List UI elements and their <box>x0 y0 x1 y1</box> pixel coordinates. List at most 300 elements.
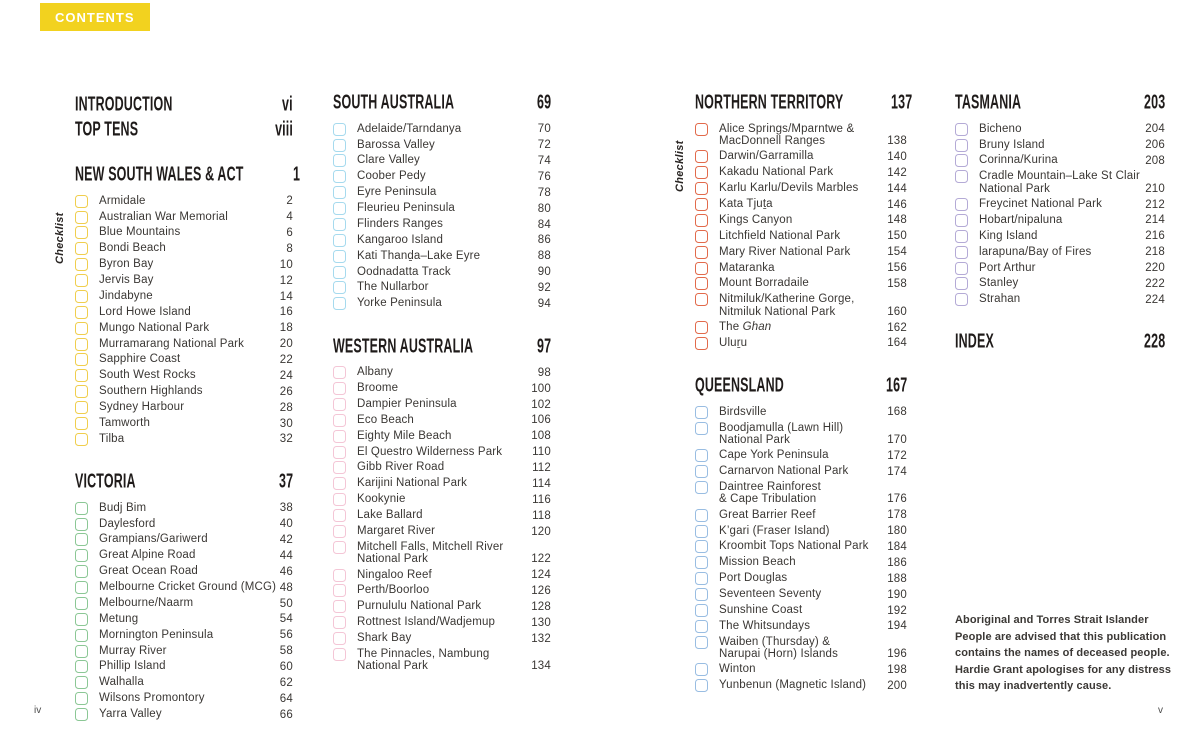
toc-item-label: Stanley <box>979 277 1019 290</box>
section-title: QUEENSLAND <box>695 375 784 397</box>
toc-item-page-number: 168 <box>887 406 907 419</box>
section-title: WESTERN AUSTRALIA <box>333 335 474 358</box>
toc-item-label: Mount Borradaile <box>719 277 809 290</box>
checkbox-icon <box>955 170 968 183</box>
toc-item <box>333 169 551 185</box>
toc-item <box>75 500 293 516</box>
checkbox-icon <box>695 337 708 350</box>
toc-item-label: Birdsville <box>719 405 767 418</box>
toc-item-page-number: 50 <box>279 597 293 610</box>
toc-item <box>75 627 293 643</box>
checkbox-icon <box>333 477 346 490</box>
toc-item-label: Jervis Bay <box>99 274 154 287</box>
toc-item-page-number: 206 <box>1145 139 1165 152</box>
toc-item <box>695 212 907 228</box>
toc-item <box>333 248 551 264</box>
checkbox-icon <box>75 322 88 335</box>
checkbox-icon <box>75 645 88 658</box>
toc-item-page-number: 112 <box>532 462 551 475</box>
checkbox-icon <box>333 139 346 152</box>
toc-item-page-number: 40 <box>279 518 293 531</box>
checkbox-icon <box>75 518 88 531</box>
toc-item-page-number: 22 <box>279 354 293 367</box>
toc-item <box>333 185 551 201</box>
checkbox-icon <box>695 620 708 633</box>
section-queensland <box>695 375 907 693</box>
column-1 <box>54 94 301 722</box>
toc-item-page-number: 106 <box>531 414 551 427</box>
toc-item-label: Bondi Beach <box>99 242 166 255</box>
toc-item-label: Metung <box>99 612 139 625</box>
toc-item <box>695 121 907 149</box>
toc-item-page-number: 2 <box>286 195 293 208</box>
toc-item-page-number: 118 <box>532 509 551 522</box>
toc-item-label: The Whitsundays <box>719 619 811 632</box>
index-heading <box>955 331 1165 353</box>
toc-item-label: Yunbenun (Magnetic Island) <box>719 679 867 692</box>
toc-item <box>695 196 907 212</box>
toc-item-label: Alice Springs/Mparntwe & MacDonnell Ranges <box>719 122 855 148</box>
toc-item <box>955 137 1165 153</box>
toc-item-label: Litchfield National Park <box>719 229 841 242</box>
checkbox-icon <box>695 636 708 649</box>
toc-item <box>695 165 907 181</box>
toc-item-label: Murray River <box>99 644 167 657</box>
toc-item-label: Tamworth <box>99 416 151 429</box>
toc-item-page-number: 200 <box>887 679 907 692</box>
toc-item-label: Purnululu National Park <box>357 600 482 613</box>
toc-item-page-number: 116 <box>532 493 551 506</box>
toc-item-page-number: 30 <box>279 417 293 430</box>
toc-item-label: Port Arthur <box>979 261 1036 274</box>
toc-item-page-number: 140 <box>887 150 907 163</box>
toc-item-label: Kings Canyon <box>719 213 793 226</box>
checkbox-icon <box>333 123 346 136</box>
toc-item-page-number: 100 <box>531 382 551 395</box>
toc-item-label: Flinders Ranges <box>357 217 443 230</box>
toc-item-label: King Island <box>979 229 1038 242</box>
checkbox-icon <box>75 565 88 578</box>
toc-item-page-number: 156 <box>887 262 907 275</box>
toc-item <box>695 448 907 464</box>
toc-item <box>695 479 907 507</box>
toc-item-page-number: 10 <box>279 258 293 271</box>
toc-item-page-number: 74 <box>537 155 551 168</box>
toc-item-page-number: 38 <box>279 502 293 515</box>
toc-item-label: Melbourne/Naarm <box>99 596 194 609</box>
toc-item-label: Boodjamulla (Lawn Hill) National Park <box>719 421 844 446</box>
section-heading <box>695 375 907 397</box>
toc-item <box>695 602 907 618</box>
section-title: NORTHERN TERRITORY <box>695 92 844 114</box>
toc-item-label: Fleurieu Peninsula <box>357 202 455 215</box>
checkbox-icon <box>695 214 708 227</box>
toc-item <box>333 444 551 460</box>
toc-item-page-number: 214 <box>1145 214 1165 227</box>
toc-item <box>333 492 551 508</box>
front-matter-page: vi <box>282 94 293 116</box>
toc-item <box>695 244 907 260</box>
section-heading <box>955 92 1165 114</box>
checkbox-icon <box>695 540 708 553</box>
toc-item <box>75 336 293 352</box>
toc-item-page-number: 94 <box>537 297 551 310</box>
toc-item-label: Wilsons Promontory <box>99 692 205 705</box>
section-northern-territory <box>674 92 913 351</box>
toc-item-page-number: 134 <box>531 660 551 673</box>
toc-item-page-number: 154 <box>887 246 907 259</box>
checkbox-icon <box>333 297 346 310</box>
toc-item <box>75 288 293 304</box>
toc-item-label: Karijini National Park <box>357 477 468 490</box>
toc-item-label: Ningaloo Reef <box>357 568 432 581</box>
toc-item-page-number: 18 <box>279 322 293 335</box>
toc-item <box>333 137 551 153</box>
toc-item-page-number: 198 <box>887 663 907 676</box>
checkbox-icon <box>75 195 88 208</box>
section-page-number: 167 <box>885 375 907 397</box>
checkbox-icon <box>333 430 346 443</box>
toc-item <box>695 420 907 448</box>
checkbox-icon <box>333 202 346 215</box>
checkbox-icon <box>695 166 708 179</box>
toc-item <box>75 532 293 548</box>
checkbox-icon <box>955 277 968 290</box>
toc-item <box>695 404 907 420</box>
checkbox-icon <box>955 293 968 306</box>
toc-item-page-number: 148 <box>887 214 907 227</box>
toc-item <box>955 196 1165 212</box>
toc-item-label: Byron Bay <box>99 258 154 271</box>
toc-item <box>695 678 907 694</box>
toc-item-label: Oodnadatta Track <box>357 265 451 278</box>
toc-item <box>75 691 293 707</box>
toc-item-label: Rottnest Island/Wadjemup <box>357 616 496 629</box>
toc-item-label: Daintree Rainforest & Cape Tribulation <box>719 481 821 506</box>
toc-item <box>695 634 907 662</box>
checkbox-icon <box>955 198 968 211</box>
section-page-number: 37 <box>278 471 293 493</box>
cultural-advice-note: Aboriginal and Torres Strait Islander People are advised that this publication contains the names of deceased people. Hardie Grant apologises for any distress this may inadvertently cause. <box>955 614 1172 692</box>
toc-item <box>333 365 551 381</box>
folio-right: v <box>1158 705 1163 716</box>
toc-item-page-number: 56 <box>279 629 293 642</box>
toc-item-page-number: 126 <box>531 584 551 597</box>
toc-item-label: Perth/Boorloo <box>357 584 430 597</box>
toc-item-label: Kati Thanḏa–Lake Eyre <box>357 249 481 262</box>
toc-item-page-number: 16 <box>279 306 293 319</box>
toc-item-label: Southern Highlands <box>99 385 203 398</box>
toc-item <box>75 548 293 564</box>
toc-item-page-number: 162 <box>887 321 907 334</box>
toc-item <box>75 209 293 225</box>
toc-item-page-number: 204 <box>1145 123 1165 136</box>
checkbox-icon <box>333 584 346 597</box>
section-western-australia <box>333 335 551 674</box>
toc-item-page-number: 92 <box>537 282 551 295</box>
toc-item <box>955 292 1165 308</box>
checkbox-icon <box>695 509 708 522</box>
toc-item-page-number: 144 <box>887 182 907 195</box>
checkbox-icon <box>333 250 346 263</box>
toc-item-page-number: 32 <box>279 433 293 446</box>
checkbox-icon <box>695 588 708 601</box>
toc-item-page-number: 12 <box>279 274 293 287</box>
toc-item-label: Dampier Peninsula <box>357 397 457 410</box>
toc-item-page-number: 120 <box>531 525 551 538</box>
toc-item-page-number: 60 <box>279 661 293 674</box>
section-title: SOUTH AUSTRALIA <box>333 92 455 114</box>
toc-item <box>333 460 551 476</box>
toc-item-label: Sydney Harbour <box>99 401 185 414</box>
toc-item <box>75 659 293 675</box>
toc-item <box>695 149 907 165</box>
toc-item-page-number: 72 <box>537 139 551 152</box>
toc-item <box>333 396 551 412</box>
toc-item-page-number: 212 <box>1145 198 1165 211</box>
section-new-south-wales-act <box>54 164 301 447</box>
checkbox-icon <box>695 481 708 494</box>
toc-item <box>333 264 551 280</box>
toc-item-label: Clare Valley <box>357 154 420 167</box>
toc-item <box>695 571 907 587</box>
checkbox-icon <box>75 290 88 303</box>
checkbox-icon <box>695 277 708 290</box>
toc-item <box>75 564 293 580</box>
toc-item-page-number: 220 <box>1145 262 1165 275</box>
toc-item-page-number: 14 <box>279 290 293 303</box>
toc-item-page-number: 98 <box>537 366 551 379</box>
toc-item <box>955 169 1165 197</box>
front-matter-page: viii <box>275 119 293 141</box>
checkbox-icon <box>75 369 88 382</box>
checkbox-icon <box>695 123 708 136</box>
toc-item <box>695 507 907 523</box>
toc-item <box>333 428 551 444</box>
toc-item <box>695 539 907 555</box>
toc-item-page-number: 110 <box>532 446 551 459</box>
checkbox-icon <box>75 338 88 351</box>
toc-item-page-number: 4 <box>286 211 293 224</box>
checkbox-icon <box>333 186 346 199</box>
section-heading <box>75 471 293 493</box>
checkbox-icon <box>333 461 346 474</box>
checkbox-icon <box>75 353 88 366</box>
toc-item-page-number: 224 <box>1145 293 1165 306</box>
checkbox-icon <box>75 417 88 430</box>
toc-item-page-number: 176 <box>887 493 907 506</box>
toc-item-label: Hobart/nipaluna <box>979 213 1063 226</box>
toc-item <box>695 292 907 320</box>
checkbox-icon <box>333 493 346 506</box>
toc-item <box>695 260 907 276</box>
toc-item-page-number: 64 <box>279 692 293 705</box>
toc-item <box>333 523 551 539</box>
toc-item-page-number: 172 <box>887 449 907 462</box>
toc-item <box>75 384 293 400</box>
checkbox-icon <box>333 266 346 279</box>
checkbox-icon <box>75 258 88 271</box>
toc-item-label: Murramarang National Park <box>99 337 245 350</box>
toc-item <box>75 595 293 611</box>
checkbox-icon <box>333 648 346 661</box>
section-page-number: 137 <box>891 92 913 114</box>
section-south-australia <box>333 92 551 312</box>
toc-item <box>333 216 551 232</box>
toc-item-label: Kangaroo Island <box>357 233 444 246</box>
toc-item-label: Cradle Mountain–Lake St Clair National Park <box>979 170 1140 195</box>
toc-item <box>75 706 293 722</box>
section-title: TASMANIA <box>955 92 1022 114</box>
toc-item-page-number: 146 <box>887 198 907 211</box>
toc-item-page-number: 76 <box>537 170 551 183</box>
toc-item-label: Blue Mountains <box>99 226 181 239</box>
toc-item <box>75 257 293 273</box>
checkbox-icon <box>333 366 346 379</box>
toc-item-page-number: 70 <box>537 123 551 136</box>
toc-item-label: Phillip Island <box>99 660 166 673</box>
toc-item-page-number: 28 <box>279 401 293 414</box>
toc-item-label: Armidale <box>99 194 146 207</box>
checkbox-icon <box>333 509 346 522</box>
toc-item <box>75 193 293 209</box>
checkbox-icon <box>695 230 708 243</box>
toc-item-label: Kakadu National Park <box>719 166 834 179</box>
toc-item-page-number: 90 <box>537 266 551 279</box>
section-page-number: 69 <box>536 92 551 114</box>
toc-item-label: Mary River National Park <box>719 245 851 258</box>
toc-item-page-number: 124 <box>531 569 551 582</box>
toc-item <box>695 662 907 678</box>
toc-item-label: larapuna/Bay of Fires <box>979 245 1092 258</box>
toc-item-label: Walhalla <box>99 676 144 689</box>
checkbox-icon <box>695 422 708 435</box>
toc-item-label: Uluṟu <box>719 336 748 349</box>
checkbox-icon <box>333 446 346 459</box>
toc-item <box>333 380 551 396</box>
toc-item-page-number: 164 <box>887 337 907 350</box>
column-2 <box>333 92 551 674</box>
checkbox-icon <box>75 549 88 562</box>
toc-item-label: Waiben (Thursday) & Narupai (Horn) Islands <box>719 635 838 661</box>
checkbox-icon <box>75 242 88 255</box>
checkbox-icon <box>955 154 968 167</box>
toc-item-label: Jindabyne <box>99 289 153 302</box>
toc-item-label: Nitmiluk/Katherine Gorge, Nitmiluk National Park <box>719 293 855 318</box>
toc-item <box>695 523 907 539</box>
toc-item <box>333 646 551 674</box>
toc-item-label: Freycinet National Park <box>979 198 1102 210</box>
toc-item-page-number: 114 <box>532 477 551 490</box>
toc-item-label: The Pinnacles, Nambung National Park <box>357 647 490 673</box>
checkbox-icon <box>75 533 88 546</box>
toc-item <box>955 260 1165 276</box>
checkbox-icon <box>333 616 346 629</box>
toc-item-label: Eighty Mile Beach <box>357 429 452 442</box>
section-page-number: 97 <box>536 335 551 358</box>
toc-item-label: El Questro Wilderness Park <box>357 445 503 458</box>
checkbox-icon <box>75 211 88 224</box>
toc-item-page-number: 180 <box>887 525 907 538</box>
toc-item-page-number: 88 <box>537 250 551 263</box>
toc-item <box>75 516 293 532</box>
toc-item <box>75 320 293 336</box>
toc-item-label: Port Douglas <box>719 572 788 585</box>
toc-item <box>333 539 551 567</box>
toc-item <box>695 335 907 351</box>
toc-item <box>955 276 1165 292</box>
checkbox-icon <box>955 262 968 275</box>
toc-item-page-number: 24 <box>279 369 293 382</box>
section-page-number: 1 <box>293 164 301 186</box>
toc-item-page-number: 190 <box>887 588 907 601</box>
toc-item-page-number: 132 <box>531 632 551 645</box>
toc-item <box>955 212 1165 228</box>
section-heading <box>75 164 301 186</box>
front-matter-title: TOP TENS <box>75 119 139 141</box>
toc-item-page-number: 54 <box>279 613 293 626</box>
toc-item <box>955 153 1165 169</box>
toc-item <box>333 507 551 523</box>
toc-item <box>695 319 907 335</box>
checkbox-icon <box>695 663 708 676</box>
toc-item-label: Yarra Valley <box>99 708 162 721</box>
toc-item <box>695 618 907 634</box>
checkbox-icon <box>333 525 346 538</box>
toc-item-page-number: 218 <box>1145 246 1165 259</box>
checkbox-icon <box>75 660 88 673</box>
toc-item-label: Darwin/Garramilla <box>719 150 814 163</box>
checkbox-icon <box>695 465 708 478</box>
checkbox-icon <box>75 629 88 642</box>
toc-item-label: Gibb River Road <box>357 461 445 474</box>
toc-item-label: Karlu Karlu/Devils Marbles <box>719 182 859 195</box>
toc-item-page-number: 102 <box>531 398 551 411</box>
checkbox-icon <box>333 154 346 167</box>
toc-item-label: Bruny Island <box>979 138 1045 151</box>
checkbox-icon <box>695 679 708 692</box>
checkbox-icon <box>75 502 88 515</box>
toc-item <box>333 630 551 646</box>
checklist-label: Checklist <box>54 212 66 264</box>
toc-item-label: Daylesford <box>99 517 156 530</box>
toc-item <box>75 611 293 627</box>
checkbox-icon <box>333 541 346 554</box>
toc-item <box>333 296 551 312</box>
checkbox-icon <box>695 406 708 419</box>
toc-item <box>333 280 551 296</box>
toc-item-label: Mission Beach <box>719 556 796 569</box>
toc-item <box>333 567 551 583</box>
toc-item-label: Shark Bay <box>357 632 412 644</box>
section-heading <box>333 92 551 114</box>
toc-item <box>75 643 293 659</box>
checkbox-icon <box>75 274 88 287</box>
toc-item-page-number: 216 <box>1145 230 1165 243</box>
column-4 <box>955 92 1172 720</box>
toc-item-page-number: 130 <box>531 616 551 629</box>
toc-item <box>333 583 551 599</box>
toc-item-page-number: 150 <box>887 230 907 243</box>
index-title: INDEX <box>955 331 994 353</box>
toc-item-label: Sapphire Coast <box>99 353 181 366</box>
section-title: NEW SOUTH WALES & ACT <box>75 164 244 186</box>
column-3 <box>674 92 913 693</box>
toc-item-page-number: 210 <box>1145 182 1165 195</box>
checkbox-icon <box>695 246 708 259</box>
toc-item-label: Sunshine Coast <box>719 603 803 616</box>
toc-item-label: K’gari (Fraser Island) <box>719 524 830 537</box>
